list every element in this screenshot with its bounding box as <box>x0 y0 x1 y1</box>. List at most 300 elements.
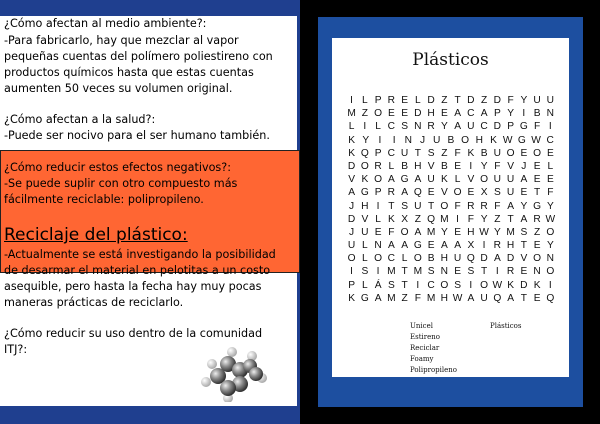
grid-letter: H <box>361 200 369 212</box>
grid-letter: F <box>467 213 474 225</box>
grid-letter: S <box>401 200 408 212</box>
grid-letter: K <box>387 213 395 225</box>
grid-letter: V <box>467 174 475 186</box>
grid-letter: M <box>426 292 436 304</box>
grid-letter: Y <box>493 226 501 238</box>
grid-letter: R <box>506 266 515 278</box>
grid-letter: A <box>374 292 382 304</box>
reduce-line-1: -Se puede suplir con otro compuesto más <box>4 177 238 190</box>
grid-letter: O <box>533 253 542 265</box>
grid-letter: Z <box>533 226 541 238</box>
grid-row <box>345 186 557 199</box>
grid-letter: B <box>533 108 541 120</box>
grid-letter: U <box>506 187 515 199</box>
grid-letter: A <box>520 174 528 186</box>
grid-letter: D <box>506 253 515 265</box>
grid-letter: W <box>545 213 556 225</box>
grid-letter: O <box>480 279 489 291</box>
grid-letter: P <box>374 95 382 106</box>
grid-letter: L <box>415 95 421 106</box>
grid-letter: A <box>507 292 514 304</box>
styrene-molecule-icon <box>198 342 268 402</box>
grid-letter: A <box>467 292 475 304</box>
grid-letter: S <box>361 266 369 278</box>
grid-letter: H <box>440 253 449 265</box>
community-question-1: ¿Cómo reducir su uso dentro de la comunidad <box>4 327 263 340</box>
grid-letter: E <box>387 108 395 120</box>
grid-letter: R <box>493 240 502 252</box>
grid-letter: A <box>454 108 461 120</box>
grid-letter: O <box>546 226 555 238</box>
grid-letter: C <box>387 147 396 159</box>
grid-letter: X <box>467 240 475 252</box>
grid-letter: Y <box>507 108 514 120</box>
grid-letter: D <box>467 95 475 106</box>
recycle-line-2: de desarmar el material en pelotitas a un costo <box>4 264 271 277</box>
grid-letter: U <box>433 134 441 146</box>
grid-letter: O <box>374 108 383 120</box>
grid-letter: J <box>521 160 527 172</box>
grid-letter: O <box>347 253 356 265</box>
grid-letter: S <box>454 279 461 291</box>
grid-letter: P <box>374 147 382 159</box>
grid-letter: K <box>348 134 355 146</box>
grid-letter: J <box>419 134 426 146</box>
env-question: ¿Cómo afectan al medio ambiente?: <box>4 17 207 30</box>
grid-letter: V <box>427 160 435 172</box>
grid-letter: O <box>480 174 489 186</box>
grid-letter: O <box>440 279 449 291</box>
grid-letter: A <box>520 213 528 225</box>
grid-letter: K <box>507 279 514 291</box>
grid-letter: U <box>361 226 369 238</box>
grid-letter: N <box>404 134 413 146</box>
grid-letter: Q <box>360 147 369 159</box>
grid-letter: Y <box>520 200 528 212</box>
grid-letter: Z <box>480 95 488 106</box>
grid-letter: A <box>414 226 422 238</box>
grid-letter: B <box>440 160 448 172</box>
grid-letter: L <box>375 213 381 225</box>
grid-letter: H <box>475 134 483 146</box>
recycle-line-3: asequible, pero hasta la fecha hay muy pocas <box>4 280 262 293</box>
grid-letter: V <box>507 160 514 172</box>
grid-letter: U <box>493 174 502 186</box>
grid-letter: H <box>467 226 475 238</box>
grid-letter: H <box>440 292 449 304</box>
grid-letter: R <box>387 187 396 199</box>
grid-letter: O <box>506 147 515 159</box>
word-item: Reciclar <box>410 344 440 352</box>
grid-letter: Y <box>362 134 370 146</box>
grid-letter: E <box>520 147 528 159</box>
grid-letter: Á <box>374 279 382 291</box>
grid-letter: Z <box>414 213 421 225</box>
grid-letter: N <box>546 108 555 120</box>
grid-letter: K <box>348 147 355 159</box>
grid-letter: G <box>517 134 526 146</box>
grid-letter: N <box>414 121 422 133</box>
grid-letter: A <box>387 240 395 252</box>
grid-letter: H <box>414 160 422 172</box>
grid-letter: W <box>452 292 463 304</box>
reduce-line-2: fácilmente reciclable: polipropileno. <box>4 193 204 206</box>
grid-letter: L <box>454 174 461 186</box>
grid-letter: T <box>401 279 408 291</box>
grid-row <box>345 173 557 186</box>
grid-letter: Y <box>440 121 448 133</box>
grid-letter: S <box>520 226 528 238</box>
grid-letter: I <box>482 240 486 252</box>
env-line-2: pequeñas cuentas del polímero poliestireno con <box>4 50 273 63</box>
grid-letter: E <box>533 292 541 304</box>
word-item: Plásticos <box>490 322 522 330</box>
grid-letter: U <box>546 95 555 106</box>
grid-letter: L <box>362 253 368 265</box>
grid-row <box>345 265 557 278</box>
grid-letter: D <box>347 160 356 172</box>
grid-letter: M <box>440 213 449 225</box>
grid-letter: D <box>480 253 488 265</box>
grid-letter: V <box>348 174 355 186</box>
grid-letter: T <box>414 147 421 159</box>
grid-letter: Y <box>546 240 554 252</box>
grid-letter: I <box>548 121 552 133</box>
grid-letter: I <box>456 213 460 225</box>
grid-letter: B <box>447 134 455 146</box>
grid-letter: A <box>401 240 408 252</box>
grid-letter: R <box>374 160 382 172</box>
grid-letter: W <box>531 134 541 146</box>
grid-letter: C <box>387 121 396 133</box>
grid-letter: Q <box>546 292 555 304</box>
grid-letter: O <box>533 147 542 159</box>
grid-letter: I <box>469 160 473 172</box>
grid-letter: K <box>490 134 497 146</box>
grid-letter: H <box>506 240 515 252</box>
grid-letter: V <box>520 253 528 265</box>
grid-letter: Z <box>441 95 448 106</box>
grid-letter: A <box>507 200 514 212</box>
grid-letter: D <box>520 279 528 291</box>
grid-letter: Y <box>480 160 488 172</box>
grid-letter: S <box>493 187 501 199</box>
grid-letter: I <box>378 134 382 146</box>
health-question: ¿Cómo afectan a la salud?: <box>4 113 156 126</box>
right-page <box>300 0 600 424</box>
word-list-1 <box>410 321 457 376</box>
grid-letter: N <box>546 253 555 265</box>
top-blue-bar <box>0 0 300 16</box>
grid-letter: C <box>387 253 396 265</box>
grid-letter: D <box>347 213 356 225</box>
grid-letter: E <box>427 187 435 199</box>
grid-letter: O <box>374 174 383 186</box>
grid-letter: T <box>520 292 527 304</box>
grid-letter: D <box>493 121 502 133</box>
grid-row <box>345 120 557 133</box>
grid-letter: E <box>533 160 541 172</box>
bottom-blue-bar <box>0 406 300 424</box>
grid-letter: I <box>350 266 354 278</box>
grid-row <box>345 94 557 107</box>
grid-letter: V <box>361 213 369 225</box>
grid-letter: N <box>374 240 382 252</box>
grid-letter: U <box>400 147 409 159</box>
grid-letter: U <box>414 200 422 212</box>
grid-letter: Z <box>494 213 501 225</box>
grid-letter: D <box>427 95 435 106</box>
grid-letter: W <box>479 226 489 238</box>
grid-letter: I <box>522 108 526 120</box>
word-item: Foamy <box>410 355 434 363</box>
grid-letter: E <box>440 108 448 120</box>
grid-letter: R <box>467 200 475 212</box>
grid-letter: K <box>533 279 541 291</box>
env-line-1: -Para fabricarlo, hay que mezclar al vapor <box>4 34 239 47</box>
grid-letter: A <box>454 240 461 252</box>
reduce-question: ¿Cómo reducir estos efectos negativos?: <box>4 161 231 174</box>
grid-letter: U <box>480 292 488 304</box>
grid-letter: E <box>454 160 461 172</box>
grid-letter: Z <box>361 108 368 120</box>
grid-letter: T <box>507 213 514 225</box>
grid-letter: B <box>427 253 435 265</box>
grid-letter: C <box>546 134 554 146</box>
grid-letter: L <box>388 160 395 172</box>
grid-letter: F <box>388 226 395 238</box>
grid-letter: P <box>348 279 355 291</box>
grid-letter: E <box>533 240 541 252</box>
grid-letter: U <box>493 147 502 159</box>
grid-letter: A <box>493 253 501 265</box>
grid-row <box>345 107 557 120</box>
grid-letter: G <box>400 174 409 186</box>
grid-row <box>345 147 557 160</box>
grid-letter: E <box>401 108 408 120</box>
grid-letter: J <box>349 200 355 212</box>
grid-letter: O <box>374 253 383 265</box>
grid-letter: F <box>414 292 421 304</box>
grid-letter: W <box>492 279 503 291</box>
grid-letter: I <box>416 279 420 291</box>
grid-letter: T <box>520 240 527 252</box>
grid-letter: O <box>400 226 409 238</box>
grid-letter: U <box>467 121 475 133</box>
grid-letter: S <box>427 266 435 278</box>
grid-letter: Y <box>546 200 554 212</box>
grid-letter: M <box>387 292 396 304</box>
grid-letter: D <box>414 108 422 120</box>
recycle-line-4: maneras prácticas de reciclarlo. <box>4 296 184 309</box>
grid-letter: F <box>533 121 541 133</box>
grid-letter: I <box>469 279 473 291</box>
grid-letter: C <box>480 121 488 133</box>
grid-letter: T <box>480 266 488 278</box>
grid-letter: Y <box>480 213 488 225</box>
grid-letter: F <box>494 160 501 172</box>
grid-letter: O <box>453 187 462 199</box>
grid-letter: F <box>454 200 461 212</box>
grid-letter: A <box>480 108 488 120</box>
grid-letter: O <box>461 134 470 146</box>
recycle-heading: Reciclaje del plástico: <box>4 225 188 245</box>
grid-letter: P <box>374 187 382 199</box>
grid-letter: W <box>502 134 513 146</box>
grid-letter: O <box>440 200 449 212</box>
grid-letter: U <box>427 174 435 186</box>
grid-letter: F <box>454 147 461 159</box>
word-item: Unicel <box>410 322 433 330</box>
grid-letter: I <box>392 134 396 146</box>
grid-letter: R <box>427 121 435 133</box>
grid-letter: K <box>440 174 448 186</box>
grid-letter: E <box>454 266 461 278</box>
grid-row <box>345 226 557 239</box>
grid-letter: C <box>427 279 435 291</box>
env-line-4: aumenten 50 veces su volumen original. <box>4 82 233 95</box>
grid-letter: B <box>401 160 408 172</box>
grid-letter: Q <box>427 213 436 225</box>
health-line: -Puede ser nocivo para el ser humano también. <box>4 129 270 142</box>
grid-row <box>345 239 557 252</box>
grid-letter: Q <box>493 292 502 304</box>
grid-letter: I <box>350 95 354 106</box>
grid-letter: Y <box>440 226 448 238</box>
grid-letter: Z <box>441 147 448 159</box>
grid-letter: O <box>546 266 555 278</box>
grid-row <box>345 134 557 147</box>
word-item: Estireno <box>410 333 440 341</box>
grid-letter: J <box>349 226 355 238</box>
grid-letter: S <box>467 266 475 278</box>
grid-letter: N <box>440 266 449 278</box>
grid-letter: L <box>547 160 554 172</box>
grid-letter: T <box>454 95 461 106</box>
recycle-line-1: -Actualmente se está investigando la posibilidad <box>4 248 276 261</box>
grid-letter: L <box>401 253 408 265</box>
grid-letter: O <box>413 253 422 265</box>
grid-letter: U <box>506 174 515 186</box>
grid-letter: M <box>506 226 515 238</box>
grid-letter: T <box>427 200 435 212</box>
grid-letter: E <box>401 95 408 106</box>
grid-letter: E <box>520 187 528 199</box>
grid-letter: U <box>347 240 356 252</box>
grid-letter: M <box>387 266 396 278</box>
grid-letter: R <box>387 95 396 106</box>
grid-letter: L <box>348 121 355 133</box>
grid-letter: X <box>480 187 488 199</box>
blue-frame <box>318 17 583 407</box>
grid-letter: G <box>360 292 369 304</box>
grid-letter: Y <box>520 95 528 106</box>
grid-letter: E <box>533 174 541 186</box>
grid-letter: F <box>507 95 514 106</box>
grid-letter: I <box>548 279 552 291</box>
grid-letter: D <box>493 95 502 106</box>
grid-letter: E <box>467 187 475 199</box>
grid-letter: P <box>493 108 501 120</box>
grid-row <box>345 279 557 292</box>
grid-letter: E <box>546 147 554 159</box>
grid-letter: K <box>348 292 355 304</box>
grid-letter: F <box>547 187 554 199</box>
grid-letter: L <box>362 279 368 291</box>
word-search-title: Plásticos <box>412 50 489 70</box>
grid-letter: H <box>427 108 435 120</box>
grid-letter: Q <box>413 187 422 199</box>
grid-letter: S <box>401 121 408 133</box>
word-list-2 <box>490 321 522 332</box>
grid-letter: I <box>495 266 499 278</box>
env-line-3: productos químicos hasta que estas cuentas <box>4 66 254 79</box>
grid-letter: G <box>519 121 528 133</box>
grid-letter: Q <box>466 253 475 265</box>
grid-letter: E <box>454 226 461 238</box>
grid-letter: I <box>376 200 380 212</box>
grid-letter: R <box>480 200 488 212</box>
community-question-2: ITJ?: <box>4 343 28 356</box>
grid-letter: B <box>480 147 488 159</box>
grid-letter: T <box>533 187 541 199</box>
grid-letter: U <box>533 95 541 106</box>
grid-letter: E <box>427 240 435 252</box>
grid-letter: I <box>363 121 367 133</box>
grid-letter: M <box>347 108 356 120</box>
grid-letter: R <box>533 213 541 225</box>
grid-letter: T <box>401 266 408 278</box>
grid-letter: A <box>440 240 448 252</box>
grid-letter: M <box>426 226 436 238</box>
grid-letter: P <box>507 121 514 133</box>
grid-row <box>345 252 557 265</box>
grid-letter: G <box>360 187 369 199</box>
grid-letter: A <box>454 121 461 133</box>
grid-letter: A <box>401 187 408 199</box>
grid-letter: K <box>361 174 369 186</box>
grid-row <box>345 292 557 305</box>
grid-letter: A <box>348 187 355 199</box>
grid-letter: K <box>467 147 475 159</box>
grid-letter: T <box>388 200 395 212</box>
grid-letter: S <box>427 147 435 159</box>
word-item: Polipropileno <box>410 366 457 374</box>
grid-letter: L <box>362 95 368 106</box>
letter-grid <box>345 94 557 305</box>
grid-letter: L <box>375 121 381 133</box>
grid-letter: G <box>533 200 542 212</box>
grid-letter: O <box>360 160 369 172</box>
grid-row <box>345 213 557 226</box>
grid-letter: A <box>414 174 422 186</box>
grid-letter: V <box>440 187 448 199</box>
grid-letter: G <box>413 240 422 252</box>
grid-letter: C <box>467 108 475 120</box>
grid-letter: U <box>453 253 462 265</box>
grid-letter: Z <box>401 292 408 304</box>
grid-row <box>345 200 557 213</box>
grid-letter: E <box>520 266 528 278</box>
grid-letter: E <box>546 174 554 186</box>
grid-letter: X <box>401 213 408 225</box>
word-search-sheet <box>332 38 569 377</box>
grid-letter: L <box>362 240 368 252</box>
grid-letter: I <box>376 266 380 278</box>
grid-letter: E <box>374 226 382 238</box>
grid-letter: S <box>387 279 395 291</box>
grid-letter: A <box>387 174 395 186</box>
